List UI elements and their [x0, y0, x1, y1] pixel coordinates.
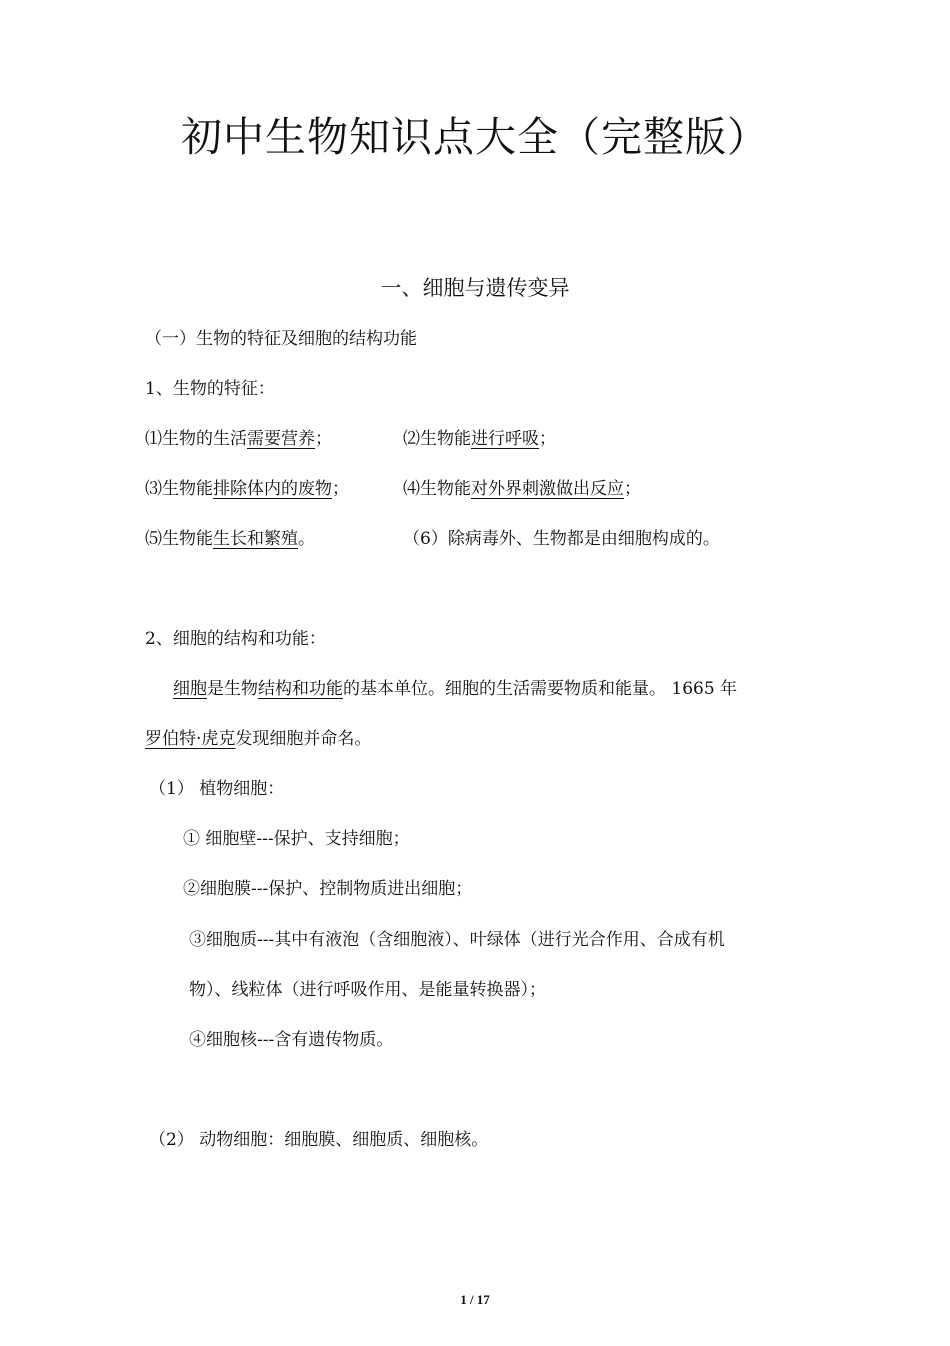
plant-item: ① 细胞壁---保护、支持细胞；: [183, 829, 410, 849]
feature-item: ⑴生物的生活需要营养；: [145, 429, 332, 449]
item2-heading: 2、细胞的结构和功能：: [145, 629, 326, 649]
item1-heading: 1、生物的特征：: [145, 379, 275, 399]
plant-cell-heading: （1） 植物细胞：: [149, 779, 285, 799]
page-number: 1 / 17: [460, 1292, 490, 1307]
feature-item: ⑵生物能进行呼吸；: [403, 429, 556, 449]
paragraph-line: 细胞是生物结构和功能的基本单位。细胞的生活需要物质和能量。 1665 年: [173, 679, 738, 699]
subsection-heading: （一）生物的特征及细胞的结构功能: [145, 329, 417, 349]
plant-item: ③细胞质---其中有液泡（含细胞液）、叶绿体（进行光合作用、合成有机: [189, 930, 725, 950]
feature-item: ⑸生物能生长和繁殖。: [145, 529, 315, 549]
plant-item: ②细胞膜---保护、控制物质进出细胞；: [183, 879, 473, 899]
paragraph-line: 罗伯特·虎克发现细胞并命名。: [145, 729, 372, 749]
feature-item: ⑷生物能对外界刺激做出反应；: [403, 479, 641, 499]
section-heading: 一、细胞与遗传变异: [380, 276, 570, 300]
plant-item: 物）、线粒体（进行呼吸作用、是能量转换器）；: [189, 980, 546, 1000]
feature-item: （6）除病毒外、生物都是由细胞构成的。: [403, 529, 720, 549]
document-title: 初中生物知识点大全（完整版）: [181, 113, 769, 161]
animal-cell-line: （2） 动物细胞：细胞膜、细胞质、细胞核。: [149, 1130, 489, 1150]
plant-item: ④细胞核---含有遗传物质。: [189, 1030, 394, 1050]
feature-item: ⑶生物能排除体内的废物；: [145, 479, 349, 499]
